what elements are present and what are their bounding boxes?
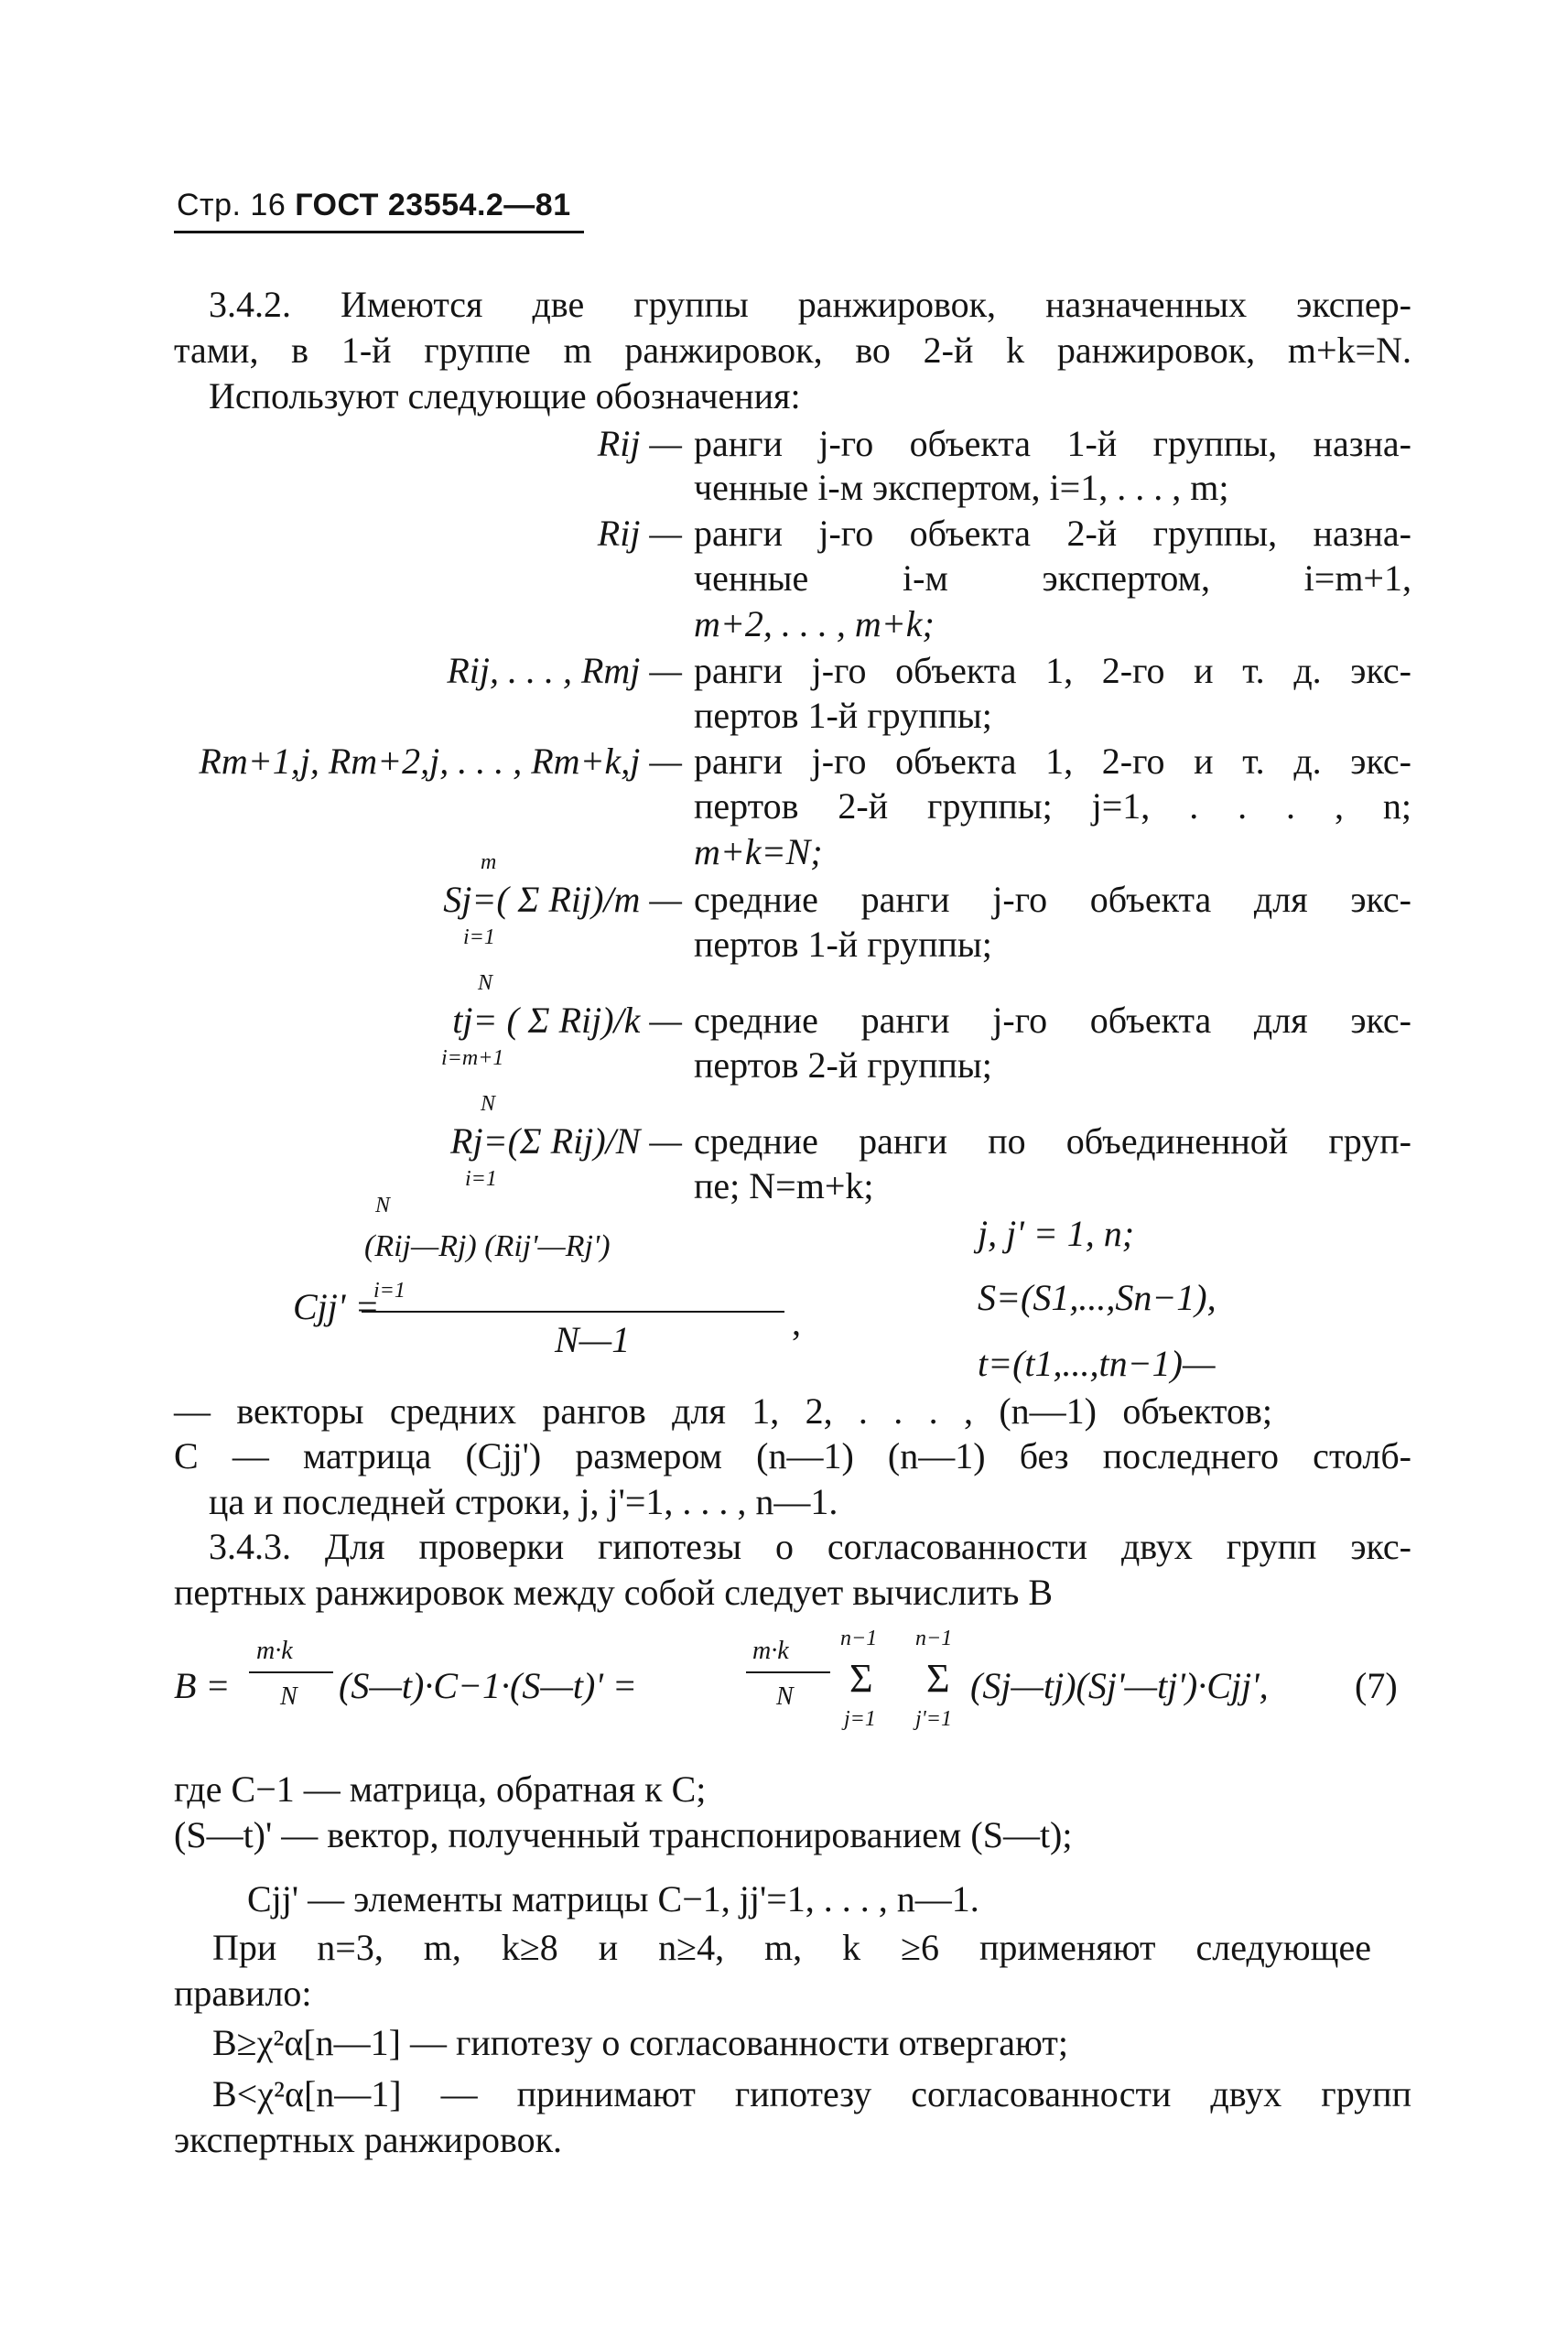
f7-frac1-bar: [249, 1671, 333, 1673]
f7-tail: (Sj—tj)(Sj'—tj')·Cjj',: [970, 1665, 1269, 1706]
def4-line-3: m+k=N;: [694, 831, 823, 872]
page-header: [177, 188, 571, 223]
cov-numerator-text: (Rij—Rj) (Rij'—Rj'): [364, 1229, 611, 1263]
t-sum-upper: N: [478, 971, 493, 995]
standard-code: ГОСТ 23554.2—81: [295, 188, 571, 222]
def2-lhs: Rij —: [597, 513, 682, 554]
def4-line-1: ранги j-го объекта 1, 2-го и т. д. экс-: [694, 741, 1411, 782]
rule-line-5: экспертных ранжировок.: [174, 2119, 563, 2160]
s-lhs: Sj=( Σ Rij)/m —: [443, 879, 682, 920]
def1-line-2: ченные i-м экспертом, i=1, . . . , m;: [694, 467, 1229, 508]
rule-line-2: правило:: [174, 1973, 312, 2014]
s-sum-lower: i=1: [463, 925, 495, 949]
cov-denominator: N—1: [555, 1319, 631, 1360]
f7-frac2-bar: [746, 1671, 830, 1673]
cov-side-2: S=(S1,...,Sn−1),: [978, 1277, 1217, 1318]
where-line-1: где C−1 — матрица, обратная к C;: [174, 1768, 707, 1810]
def4-lhs: Rm+1,j, Rm+2,j, . . . , Rm+k,j —: [199, 741, 682, 782]
p343-line-2: пертных ранжировок между собой следует вычислить B: [174, 1572, 1054, 1613]
formula-number: (7): [1355, 1665, 1398, 1706]
cov-sum-upper: N: [375, 1194, 391, 1217]
f7-frac1-num: m·k: [256, 1637, 293, 1665]
t-sum-lower: i=m+1: [441, 1046, 504, 1070]
def3-lhs: Rij, . . . , Rmj —: [447, 650, 682, 691]
p342-line-3: Используют следующие обозначения:: [209, 375, 801, 416]
cov-comma: ,: [792, 1302, 801, 1343]
f7-sum2-lower: j'=1: [915, 1707, 952, 1731]
t-lhs: tj= ( Σ Rij)/k —: [452, 1000, 682, 1041]
rule-line-3: B≥χ²α[n—1] — гипотезу о согласованности отвергают;: [212, 2022, 1068, 2063]
s-sum-upper: m: [481, 850, 497, 874]
t-line-1: средние ранги j-го объекта для экс-: [694, 1000, 1411, 1041]
where-line-3: Cjj' — элементы матрицы C−1, jj'=1, . . . , n—1.: [247, 1878, 979, 1919]
def3-line-1: ранги j-го объекта 1, 2-го и т. д. экс-: [694, 650, 1411, 691]
def1-lhs: Rij —: [597, 423, 682, 464]
f7-sum1-lower: j=1: [844, 1707, 876, 1731]
def4-line-2: пертов 2-й группы; j=1, . . . , n;: [694, 785, 1411, 827]
after-cov-line-3: ца и последней строки, j, j'=1, . . . , n—1.: [209, 1481, 838, 1522]
rule-line-4: B<χ²α[n—1] — принимают гипотезу согласованности двух групп: [212, 2073, 1411, 2114]
cov-sum-lower: i=1: [373, 1279, 406, 1303]
p342-line-2: тами, в 1-й группе m ранжировок, во 2-й k ранжировок, m+k=N.: [174, 330, 1411, 371]
r-line-1: средние ранги по объединенной груп-: [694, 1120, 1411, 1162]
r-line-2: пе; N=m+k;: [694, 1165, 874, 1206]
cov-side-3: t=(t1,...,tn−1)—: [978, 1343, 1216, 1384]
f7-sum2-upper: n−1: [915, 1627, 953, 1650]
def2-line-1: ранги j-го объекта 2-й группы, назна-: [694, 513, 1411, 554]
s-line-2: пертов 1-й группы;: [694, 924, 992, 965]
f7-frac2-num: m·k: [752, 1637, 789, 1665]
cov-numerator: [364, 1231, 611, 1262]
def2-line-2: ченные i-м экспертом, i=m+1,: [694, 557, 1411, 599]
r-sum-lower: i=1: [465, 1167, 497, 1191]
def3-line-2: пертов 1-й группы;: [694, 695, 992, 736]
f7-frac1-den: N: [280, 1682, 297, 1711]
f7-frac2-den: N: [776, 1682, 794, 1711]
r-sum-upper: N: [481, 1092, 496, 1116]
p343-line-1: 3.4.3. Для проверки гипотезы о согласованности двух групп экс-: [209, 1526, 1411, 1567]
where-line-2: (S—t)' — вектор, полученный транспонированием (S—t);: [174, 1814, 1073, 1855]
header-rule: [174, 231, 584, 233]
f7-B-eq: B =: [174, 1665, 231, 1706]
def2-line-3: m+2, . . . , m+k;: [694, 603, 935, 644]
f7-sum1-upper: n−1: [840, 1627, 878, 1650]
r-lhs: Rj=(Σ Rij)/N —: [450, 1120, 682, 1162]
cov-fraction-bar: [362, 1311, 784, 1313]
cov-lhs: Cjj' =: [293, 1286, 380, 1327]
after-cov-line-1: — векторы средних рангов для 1, 2, . . . , (n—1) объектов;: [174, 1390, 1272, 1432]
s-line-1: средние ранги j-го объекта для экс-: [694, 879, 1411, 920]
page-label: Стр. 16: [177, 188, 287, 222]
rule-line-1: При n=3, m, k≥8 и n≥4, m, k ≥6 применяют следующее: [212, 1927, 1371, 1968]
t-line-2: пертов 2-й группы;: [694, 1044, 992, 1086]
f7-sum2-sign: Σ: [926, 1656, 950, 1701]
after-cov-line-2: C — матрица (Cjj') размером (n—1) (n—1) без последнего столб-: [174, 1435, 1411, 1476]
f7-sum1-sign: Σ: [849, 1656, 873, 1701]
f7-middle: (S—t)·C−1·(S—t)' =: [339, 1665, 637, 1706]
cov-side-1: j, j' = 1, n;: [978, 1213, 1135, 1254]
p342-line-1: 3.4.2. Имеются две группы ранжировок, назначенных экспер-: [209, 284, 1411, 325]
def1-line-1: ранги j-го объекта 1-й группы, назна-: [694, 423, 1411, 464]
